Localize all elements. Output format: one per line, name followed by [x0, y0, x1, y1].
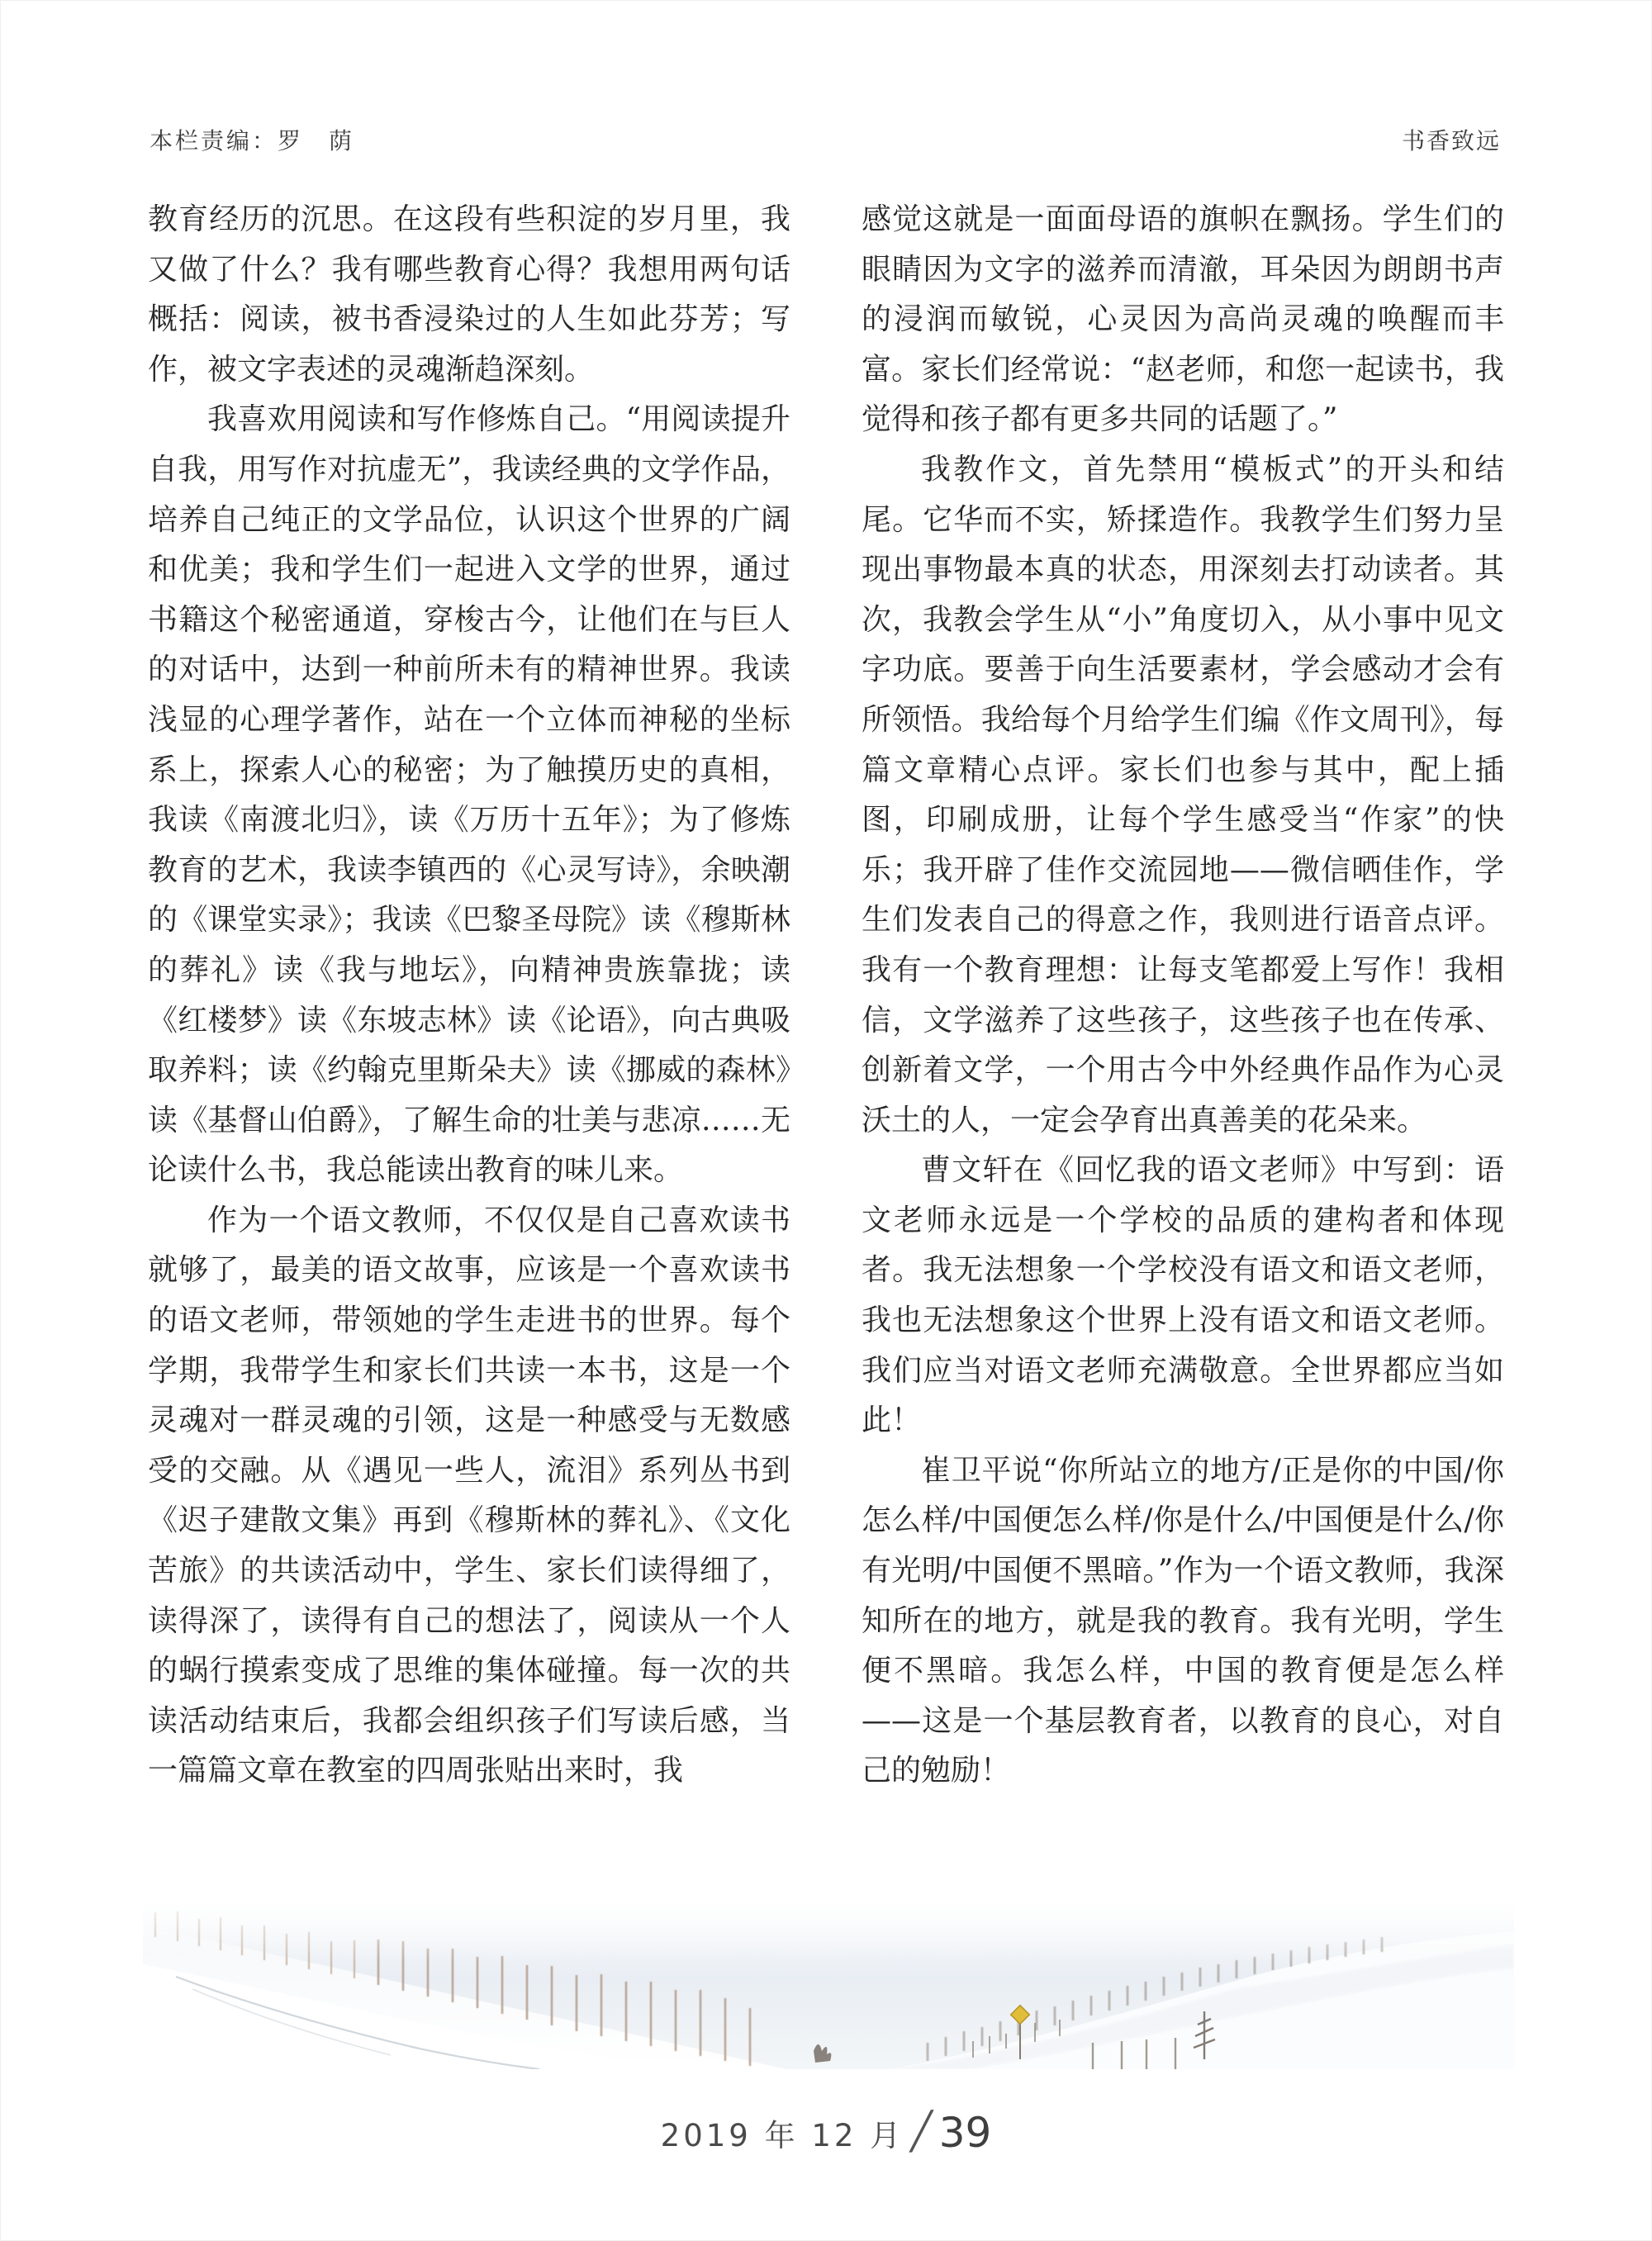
paragraph: 我教作文，首先禁用“模板式”的开头和结尾。它华而不实，矫揉造作。我教学生们努力呈现出事物最本真的状态，用深刻去打动读者。其次，我教会学生从“小”角度切入，从小事中见文字功底。要善于向生活要素材，学会感动才会有所领悟。我给每个月给学生们编《作文周刊》，每篇文章精心点评。家长们也参与其中，配上插图，印刷成册，让每个学生感受当“作家”的快乐；我开辟了佳作交流园地——微信晒佳作，学生们发表自己的得意之作，我则进行语音点评。我有一个教育理想：让每支笔都爱上写作！我相信，文学滋养了这些孩子，这些孩子也在传承、创新着文学，一个用古今中外经典作品作为心灵沃土的人，一定会孕育出真善美的花朵来。: [862, 452, 1504, 1137]
paragraph: 曹文轩在《回忆我的语文老师》中写到：语文老师永远是一个学校的品质的建构者和体现者。我无法想象一个学校没有语文和语文老师，我也无法想象这个世界上没有语文和语文老师。我们应当对语文老师充满敬意。全世界都应当如此！: [862, 1153, 1504, 1438]
column-editor-credit: 本栏责编：罗 荫: [150, 127, 355, 154]
paragraph: 教育经历的沉思。在这段有些积淀的岁月里，我又做了什么？我有哪些教育心得？我想用两句话概括：阅读，被书香浸染过的人生如此芬芳；写作，被文字表述的灵魂渐趋深刻。: [148, 202, 790, 387]
page-number: 39: [938, 2109, 992, 2157]
page-footer: [1, 2109, 1651, 2157]
paragraph: 崔卫平说“你所站立的地方/正是你的中国/你怎么样/中国便怎么样/你是什么/中国便是什么/你有光明/中国便不黑暗。”作为一个语文教师，我深知所在的地方，就是我的教育。我有光明，学生便不黑暗。我怎么样，中国的教育便是怎么样——这是一个基层教育者，以教育的良心，对自己的勉励！: [862, 1453, 1504, 1788]
article-left-column: [148, 195, 790, 1851]
issue-date: 2019 年 12 月: [660, 2118, 904, 2153]
footer-slash: ╱: [910, 2110, 933, 2153]
paragraph: 作为一个语文教师，不仅仅是自己喜欢读书就够了，最美的语文故事，应该是一个喜欢读书的语文老师，带领她的学生走进书的世界。每个学期，我带学生和家长们共读一本书，这是一个灵魂对一群灵魂的引领，这是一种感受与无数感受的交融。从《遇见一些人，流泪》系列丛书到《迟子建散文集》再到《穆斯林的葬礼》、《文化苦旅》的共读活动中，学生、家长们读得细了，读得深了，读得有自己的想法了，阅读从一个人的蜗行摸索变成了思维的集体碰撞。每一次的共读活动结束后，我都会组织孩子们写读后感，当一篇篇文章在教室的四周张贴出来时，我: [148, 1203, 790, 1788]
section-title: 书香致远: [1401, 127, 1501, 154]
winter-landscape-svg: [143, 1886, 1514, 2069]
paragraph: 感觉这就是一面面母语的旗帜在飘扬。学生们的眼睛因为文字的滋养而清澈，耳朵因为朗朗书声的浸润而敏锐，心灵因为高尚灵魂的唤醒而丰富。家长们经常说：“赵老师，和您一起读书，我觉得和孩子都有更多共同的话题了。”: [862, 202, 1504, 437]
article-right-column: [862, 195, 1504, 1851]
winter-landscape-image: [143, 1886, 1514, 2069]
paragraph: 我喜欢用阅读和写作修炼自己。“用阅读提升自我，用写作对抗虚无”，我读经典的文学作品，培养自己纯正的文学品位，认识这个世界的广阔和优美；我和学生们一起进入文学的世界，通过书籍这个秘密通道，穿梭古今，让他们在与巨人的对话中，达到一种前所未有的精神世界。我读浅显的心理学著作，站在一个立体而神秘的坐标系上，探索人心的秘密；为了触摸历史的真相，我读《南渡北归》，读《万历十五年》；为了修炼教育的艺术，我读李镇西的《心灵写诗》，余映潮的《课堂实录》；我读《巴黎圣母院》读《穆斯林的葬礼》读《我与地坛》，向精神贵族靠拢；读《红楼梦》读《东坡志林》读《论语》，向古典吸取养料；读《约翰克里斯朵夫》读《挪威的森林》读《基督山伯爵》，了解生命的壮美与悲凉……无论读什么书，我总能读出教育的味儿来。: [148, 402, 790, 1188]
fog-overlay: [143, 1886, 1514, 1964]
